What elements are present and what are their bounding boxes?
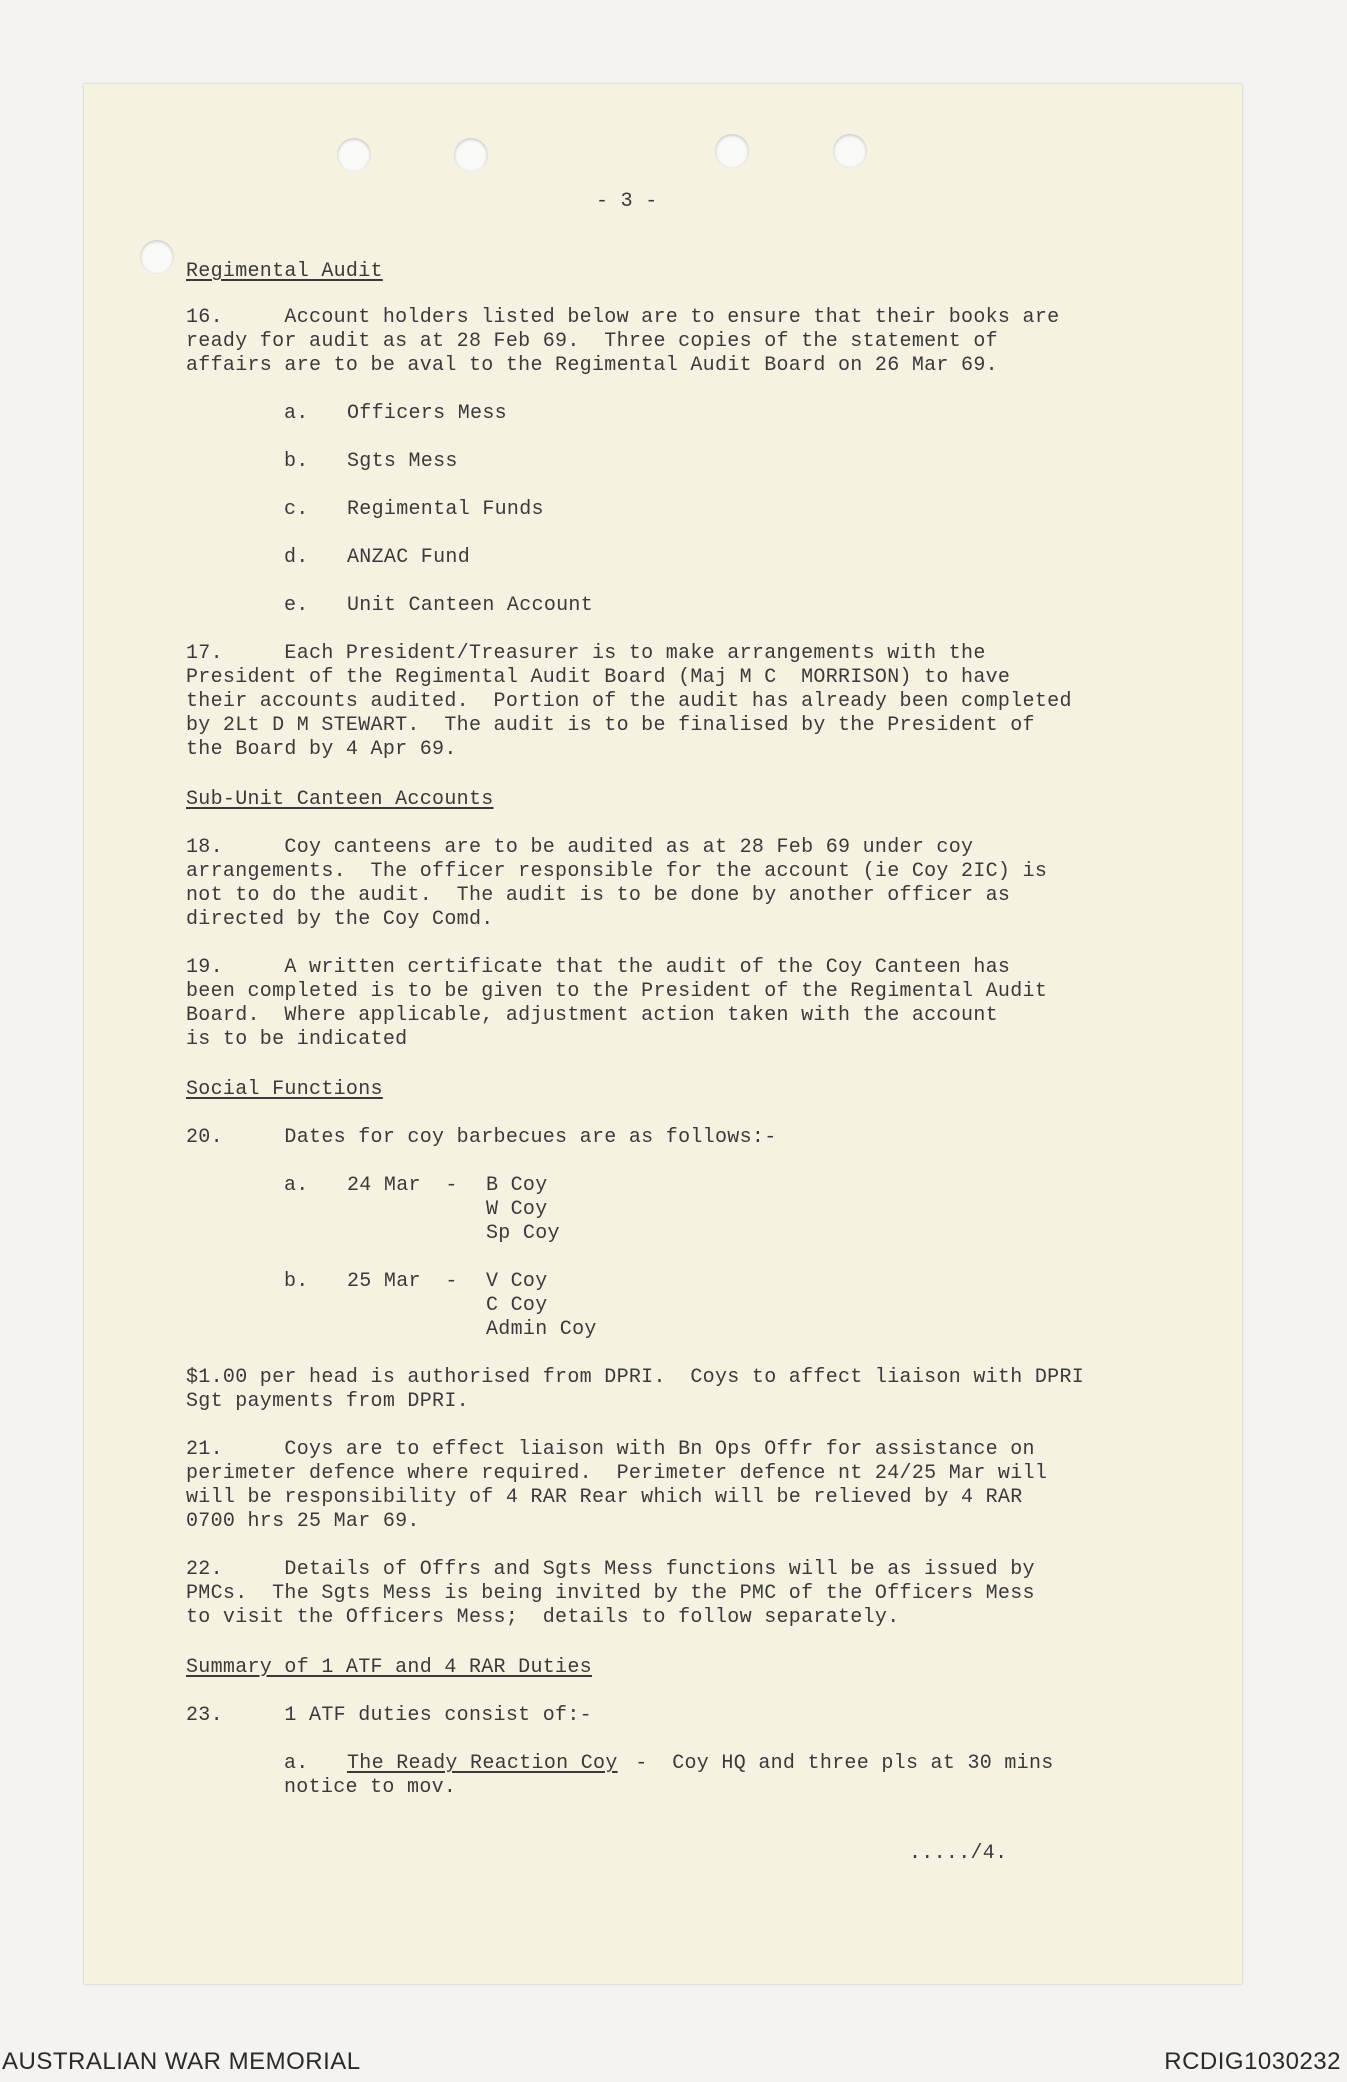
para-17-line: President of the Regimental Audit Board (Maj M C MORRISON) to have <box>186 666 1011 689</box>
list-letter: d. <box>284 546 309 569</box>
barbecue-coy: B Coy <box>486 1174 548 1197</box>
para-21-line: 0700 hrs 25 Mar 69. <box>186 1510 420 1533</box>
barbecue-coy: W Coy <box>486 1198 548 1221</box>
barbecue-coy: Sp Coy <box>486 1222 560 1245</box>
para-22-line: 22. Details of Offrs and Sgts Mess functions will be as issued by <box>186 1558 1035 1581</box>
para-23-intro: 23. 1 ATF duties consist of:- <box>186 1704 592 1727</box>
heading-summary-duties: Summary of 1 ATF and 4 RAR Duties <box>186 1656 592 1679</box>
barbecue-coy: Admin Coy <box>486 1318 597 1341</box>
para-18-line: not to do the audit. The audit is to be done by another officer as <box>186 884 1011 907</box>
punch-hole <box>337 138 371 172</box>
list-letter: c. <box>284 498 309 521</box>
ready-reaction-coy-line2: notice to mov. <box>284 1776 457 1799</box>
list-item: Regimental Funds <box>347 498 544 521</box>
list-letter: b. <box>284 1270 309 1293</box>
para-19-line: 19. A written certificate that the audit of the Coy Canteen has <box>186 956 1011 979</box>
page-number: - 3 - <box>596 190 658 213</box>
barbecue-coy: V Coy <box>486 1270 548 1293</box>
barbecue-date: 24 Mar - <box>347 1174 458 1197</box>
para-16-line: 16. Account holders listed below are to ensure that their books are <box>186 306 1060 329</box>
para-17-line: 17. Each President/Treasurer is to make arrangements with the <box>186 642 986 665</box>
para-20-intro: 20. Dates for coy barbecues are as follows:- <box>186 1126 777 1149</box>
list-letter: b. <box>284 450 309 473</box>
para-20-tail: $1.00 per head is authorised from DPRI. Coys to affect liaison with DPRI <box>186 1366 1085 1389</box>
list-letter: a. <box>284 1752 309 1775</box>
para-22-line: PMCs. The Sgts Mess is being invited by the PMC of the Officers Mess <box>186 1582 1035 1605</box>
continuation-marker: ...../4. <box>909 1842 1008 1865</box>
punch-hole <box>833 134 867 168</box>
heading-regimental-audit: Regimental Audit <box>186 260 383 283</box>
para-18-line: directed by the Coy Comd. <box>186 908 494 931</box>
barbecue-date: 25 Mar - <box>347 1270 458 1293</box>
list-item: Officers Mess <box>347 402 507 425</box>
para-19-line: been completed is to be given to the President of the Regimental Audit <box>186 980 1048 1003</box>
list-letter: a. <box>284 1174 309 1197</box>
footer-right-label: RCDIG1030232 <box>1164 2048 1341 2075</box>
para-16-line: ready for audit as at 28 Feb 69. Three copies of the statement of <box>186 330 998 353</box>
barbecue-coy: C Coy <box>486 1294 548 1317</box>
para-21-line: perimeter defence where required. Perimeter defence nt 24/25 Mar will <box>186 1462 1048 1485</box>
para-21-line: 21. Coys are to effect liaison with Bn Ops Offr for assistance on <box>186 1438 1035 1461</box>
para-19-line: is to be indicated <box>186 1028 408 1051</box>
para-18-line: 18. Coy canteens are to be audited as at 28 Feb 69 under coy <box>186 836 974 859</box>
heading-sub-unit-canteen: Sub-Unit Canteen Accounts <box>186 788 494 811</box>
para-16-line: affairs are to be aval to the Regimental Audit Board on 26 Mar 69. <box>186 354 998 377</box>
list-item: Sgts Mess <box>347 450 458 473</box>
para-19-line: Board. Where applicable, adjustment action taken with the account <box>186 1004 998 1027</box>
para-20-tail: Sgt payments from DPRI. <box>186 1390 469 1413</box>
punch-hole <box>140 240 174 274</box>
ready-reaction-coy-title: The Ready Reaction Coy <box>347 1752 618 1775</box>
list-item: Unit Canteen Account <box>347 594 594 617</box>
para-18-line: arrangements. The officer responsible for the account (ie Coy 2IC) is <box>186 860 1048 883</box>
para-22-line: to visit the Officers Mess; details to follow separately. <box>186 1606 900 1629</box>
para-17-line: by 2Lt D M STEWART. The audit is to be finalised by the President of <box>186 714 1035 737</box>
heading-social-functions: Social Functions <box>186 1078 383 1101</box>
para-17-line: the Board by 4 Apr 69. <box>186 738 457 761</box>
para-17-line: their accounts audited. Portion of the audit has already been completed <box>186 690 1072 713</box>
list-letter: a. <box>284 402 309 425</box>
ready-reaction-coy-text: - Coy HQ and three pls at 30 mins <box>623 1752 1054 1775</box>
para-21-line: will be responsibility of 4 RAR Rear which will be relieved by 4 RAR <box>186 1486 1023 1509</box>
punch-hole <box>715 134 749 168</box>
list-letter: e. <box>284 594 309 617</box>
list-item: ANZAC Fund <box>347 546 471 569</box>
footer-left-label: AUSTRALIAN WAR MEMORIAL <box>2 2048 361 2075</box>
punch-hole <box>454 138 488 172</box>
